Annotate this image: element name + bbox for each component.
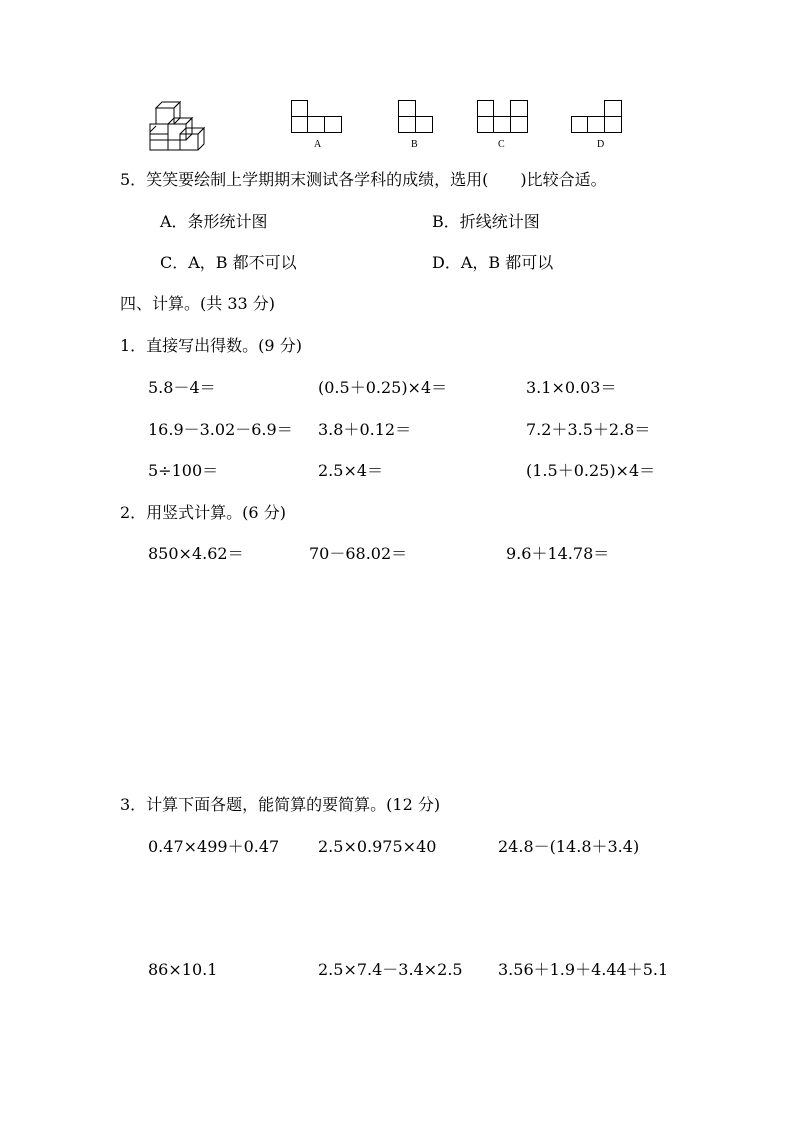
calc-item: 7.2＋3.5＋2.8＝ <box>526 420 651 439</box>
figure-d-label: D <box>597 139 605 150</box>
simplify-item: 2.5×0.975×40 <box>318 837 437 856</box>
calc-item: (0.5＋0.25)×4＝ <box>318 378 448 397</box>
q5-option-a: A．条形统计图 <box>160 212 268 231</box>
figure-c-label: C <box>498 139 505 150</box>
figure-a-label: A <box>314 139 322 150</box>
figure-b <box>398 100 434 134</box>
simplify-item: 86×10.1 <box>148 960 218 979</box>
figure-c <box>477 100 529 134</box>
part-3-title: 3．计算下面各题，能简算的要简算。(12 分) <box>120 795 441 814</box>
simplify-item: 24.8－(14.8＋3.4) <box>498 837 640 856</box>
vertical-calc-item: 9.6＋14.78＝ <box>506 544 610 563</box>
q5-stem: 5．笑笑要绘制上学期期末测试各学科的成绩，选用( )比较合适。 <box>120 170 607 189</box>
vertical-calc-item: 70－68.02＝ <box>309 544 408 563</box>
calc-item: 2.5×4＝ <box>318 461 384 480</box>
calc-item: 3.1×0.03＝ <box>526 378 617 397</box>
q5-option-c: C．A，B 都不可以 <box>160 253 297 272</box>
calc-item: 3.8＋0.12＝ <box>318 420 412 439</box>
simplify-item: 0.47×499＋0.47 <box>148 837 280 856</box>
q5-option-b: B．折线统计图 <box>432 212 540 231</box>
cube-stack-figure <box>140 98 220 154</box>
figure-a <box>291 100 343 134</box>
figure-d <box>571 100 623 134</box>
simplify-item: 2.5×7.4－3.4×2.5 <box>318 960 463 979</box>
part-1-title: 1．直接写出得数。(9 分) <box>120 336 302 355</box>
part-2-title: 2．用竖式计算。(6 分) <box>120 503 286 522</box>
simplify-item: 3.56＋1.9＋4.44＋5.1 <box>498 960 669 979</box>
figure-b-label: B <box>411 139 418 150</box>
q5-option-d: D．A，B 都可以 <box>432 253 554 272</box>
vertical-calc-item: 850×4.62＝ <box>148 544 244 563</box>
calc-item: 16.9－3.02－6.9＝ <box>148 420 293 439</box>
calc-item: 5÷100＝ <box>148 461 219 480</box>
calc-item: (1.5＋0.25)×4＝ <box>526 461 656 480</box>
calc-item: 5.8－4＝ <box>148 378 216 397</box>
section-4-title: 四、计算。(共 33 分) <box>120 294 276 313</box>
